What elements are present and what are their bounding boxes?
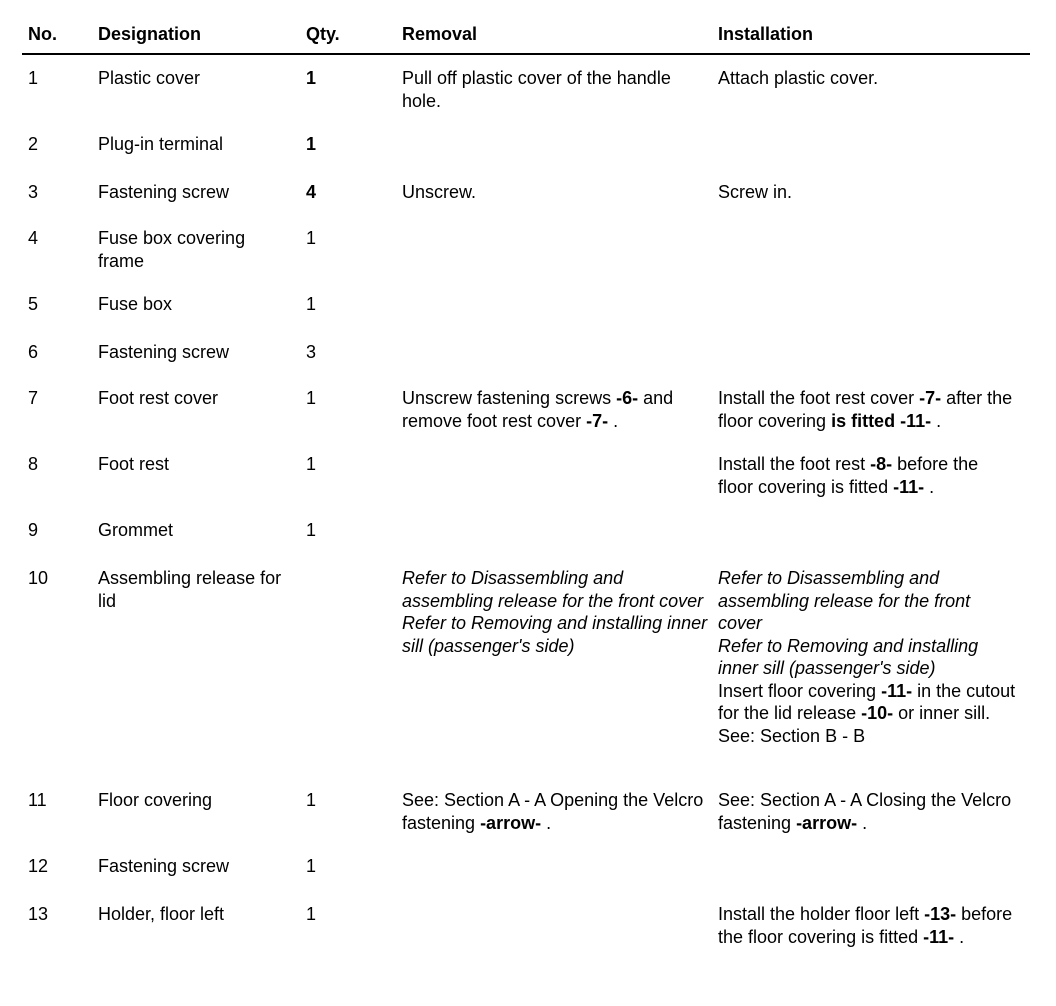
instruction-text: . <box>541 812 552 833</box>
row-number: 5 <box>28 294 39 314</box>
row-number: 2 <box>28 134 39 154</box>
instruction-text: and remove foot rest cover <box>402 388 674 431</box>
instruction-line <box>718 67 1018 90</box>
row-installation <box>718 387 1018 432</box>
item-reference: -11- <box>923 926 955 947</box>
reference-text: Refer to Disassembling and assembling release for the front cover <box>718 568 971 633</box>
table-row <box>22 341 1030 387</box>
instruction-text: or inner sill. See: Section B - B <box>718 703 991 746</box>
row-quantity: 4 <box>306 182 317 202</box>
instruction-line <box>402 789 712 834</box>
row-removal <box>402 789 712 834</box>
row-quantity: 1 <box>306 228 317 248</box>
table-row <box>22 453 1030 519</box>
row-removal <box>402 67 712 112</box>
row-quantity: 1 <box>306 856 317 876</box>
row-designation: Assembling release for lid <box>98 568 282 611</box>
instruction-text: before the floor covering is fitted <box>718 904 1013 947</box>
reference-text: Refer to Disassembling and assembling release for the front cover <box>402 568 704 611</box>
row-number: 1 <box>28 68 39 88</box>
instruction-line <box>402 181 712 204</box>
row-quantity: 1 <box>306 790 317 810</box>
item-reference: is fitted <box>831 410 896 431</box>
instruction-text: in the cutout for the lid release <box>718 680 1016 723</box>
row-number: 12 <box>28 856 49 876</box>
item-reference: -11- <box>900 410 932 431</box>
instruction-text: Screw in. <box>718 182 793 202</box>
reference-text: Refer to Removing and installing inner sill (passenger's side) <box>402 613 708 656</box>
row-quantity: 1 <box>306 904 317 924</box>
table-row <box>22 567 1030 789</box>
header-no: No. <box>28 24 57 44</box>
table-row <box>22 855 1030 903</box>
row-installation <box>718 567 1018 747</box>
row-designation: Floor covering <box>98 790 213 810</box>
table-header <box>22 20 1030 55</box>
row-designation: Fuse box covering frame <box>98 228 246 271</box>
instruction-line <box>718 453 1018 498</box>
instruction-text: Attach plastic cover. <box>718 68 879 88</box>
row-installation <box>718 903 1018 948</box>
row-removal <box>402 387 712 432</box>
reference-text: Refer to Removing and installing inner sill (passenger's side) <box>718 635 979 678</box>
instruction-text: Unscrew. <box>402 182 477 202</box>
row-installation <box>718 67 1018 90</box>
instruction-text: . <box>954 926 965 947</box>
instruction-text: Pull off plastic cover of the handle hole. <box>402 68 671 111</box>
table-row <box>22 293 1030 341</box>
row-quantity: 3 <box>306 342 317 362</box>
header-qty: Qty. <box>306 24 340 44</box>
table-row <box>22 181 1030 227</box>
instruction-line <box>718 903 1018 948</box>
instruction-text: Insert floor covering <box>718 680 882 701</box>
row-quantity: 1 <box>306 68 317 88</box>
item-reference: -8- <box>870 454 893 474</box>
row-designation: Foot rest cover <box>98 388 219 408</box>
row-designation: Fastening screw <box>98 182 230 202</box>
instruction-text: Install the foot rest cover <box>718 388 920 408</box>
item-reference: -7- <box>586 410 609 431</box>
instruction-line <box>718 387 1018 432</box>
row-number: 10 <box>28 568 49 588</box>
row-designation: Grommet <box>98 520 174 540</box>
row-quantity: 1 <box>306 454 317 474</box>
instruction-text: . <box>924 476 935 497</box>
row-installation <box>718 181 1018 204</box>
row-designation: Foot rest <box>98 454 170 474</box>
table-row <box>22 67 1030 133</box>
instruction-line <box>718 181 1018 204</box>
instruction-line <box>718 680 1018 748</box>
instruction-text: . <box>931 410 942 431</box>
row-number: 3 <box>28 182 39 202</box>
item-reference: -13- <box>924 904 957 924</box>
instruction-line <box>402 387 712 432</box>
row-quantity: 1 <box>306 388 317 408</box>
item-reference: -arrow- <box>480 812 542 833</box>
row-installation <box>718 789 1018 834</box>
item-reference: -11- <box>881 680 913 701</box>
row-number: 7 <box>28 388 39 408</box>
instruction-text: after the floor covering <box>718 388 1013 431</box>
table-row <box>22 387 1030 453</box>
row-removal <box>402 567 712 657</box>
table-row <box>22 519 1030 567</box>
table-row <box>22 789 1030 855</box>
instruction-text: See: Section A - A Closing the Velcro fastening <box>718 790 1012 833</box>
instruction-text: . <box>857 812 868 833</box>
row-quantity: 1 <box>306 520 317 540</box>
header-designation: Designation <box>98 24 202 44</box>
header-installation: Installation <box>718 24 814 44</box>
row-number: 4 <box>28 228 39 248</box>
row-number: 8 <box>28 454 39 474</box>
instruction-text: Install the holder floor left <box>718 904 925 924</box>
item-reference: -11- <box>893 476 925 497</box>
instruction-text: Unscrew fastening screws <box>402 388 617 408</box>
table-row <box>22 227 1030 293</box>
instruction-text: . <box>608 410 619 431</box>
instruction-text: Install the foot rest <box>718 454 871 474</box>
row-designation: Fastening screw <box>98 856 230 876</box>
row-designation: Plastic cover <box>98 68 201 88</box>
row-number: 9 <box>28 520 39 540</box>
row-number: 6 <box>28 342 39 362</box>
row-designation: Fuse box <box>98 294 173 314</box>
instruction-line <box>718 789 1018 834</box>
header-removal: Removal <box>402 24 478 44</box>
item-reference: -arrow- <box>796 812 858 833</box>
row-installation <box>718 453 1018 498</box>
item-reference: -10- <box>861 703 894 723</box>
table-row <box>22 903 1030 993</box>
row-number: 11 <box>28 790 47 810</box>
row-removal <box>402 181 712 204</box>
instruction-text: See: Section A - A Opening the Velcro fastening <box>402 790 704 833</box>
row-number: 13 <box>28 904 49 924</box>
row-designation: Fastening screw <box>98 342 230 362</box>
instruction-text: before the floor covering is fitted <box>718 454 979 497</box>
item-reference: -7- <box>919 388 942 408</box>
instruction-line <box>402 67 712 112</box>
row-quantity: 1 <box>306 134 317 154</box>
item-reference: -6- <box>616 388 639 408</box>
row-designation: Plug-in terminal <box>98 134 224 154</box>
row-designation: Holder, floor left <box>98 904 225 924</box>
parts-table <box>22 20 1030 947</box>
table-row <box>22 133 1030 181</box>
row-quantity: 1 <box>306 294 317 314</box>
